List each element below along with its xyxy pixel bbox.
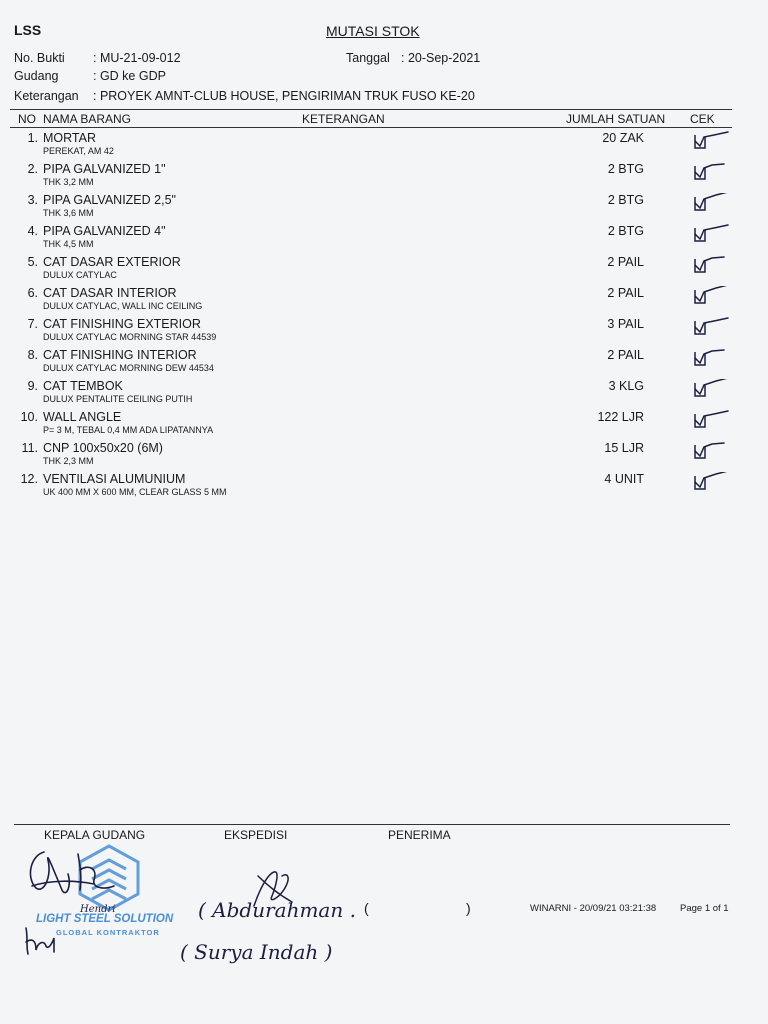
- check-mark-icon: [692, 286, 736, 306]
- stamp-text-1: LIGHT STEEL SOLUTION: [36, 913, 174, 925]
- item-number: 6.: [27, 286, 38, 300]
- kepala-gudang-signature: [22, 846, 142, 960]
- check-mark-icon: [692, 472, 736, 492]
- table-row: [0, 131, 768, 162]
- item-spec: PEREKAT, AM 42: [43, 146, 114, 156]
- item-quantity: 2 BTG: [607, 162, 644, 176]
- gudang-value: : GD ke GDP: [93, 69, 166, 83]
- ekspedisi-label: EKSPEDISI: [224, 828, 288, 842]
- table-top-rule: [10, 109, 732, 110]
- no-bukti-value: : MU-21-09-012: [93, 51, 181, 65]
- tanggal-value: : 20-Sep-2021: [401, 51, 481, 65]
- item-name: CAT TEMBOK: [43, 379, 123, 393]
- item-name: CAT FINISHING INTERIOR: [43, 348, 197, 362]
- check-mark-icon: [692, 441, 736, 461]
- kepala-gudang-signature-name: Hendri: [80, 904, 116, 915]
- check-mark-icon: [692, 224, 736, 244]
- item-number: 5.: [27, 255, 38, 269]
- item-number: 10.: [20, 410, 38, 424]
- item-quantity: 20 ZAK: [602, 131, 644, 145]
- item-number: 12.: [20, 472, 38, 486]
- check-mark-icon: [692, 410, 736, 430]
- item-quantity: 3 KLG: [608, 379, 644, 393]
- gudang-label: Gudang: [14, 69, 59, 83]
- table-row: [0, 379, 768, 410]
- printed-by: WINARNI - 20/09/21 03:21:38: [530, 903, 657, 914]
- table-row: [0, 286, 768, 317]
- item-spec: DULUX CATYLAC MORNING DEW 44534: [43, 363, 214, 373]
- table-row: [0, 255, 768, 286]
- item-spec: THK 3,2 MM: [43, 177, 94, 187]
- keterangan-label: Keterangan: [14, 89, 79, 103]
- check-mark-icon: [692, 348, 736, 368]
- table-row: [0, 193, 768, 224]
- table-row: [0, 348, 768, 379]
- table-row: [0, 472, 768, 503]
- table-row: [0, 441, 768, 472]
- item-number: 2.: [27, 162, 38, 176]
- item-name: CNP 100x50x20 (6M): [43, 441, 163, 455]
- col-no: NO: [18, 112, 36, 126]
- table-row: [0, 162, 768, 193]
- item-number: 9.: [27, 379, 38, 393]
- kepala-gudang-label: KEPALA GUDANG: [44, 828, 146, 842]
- item-name: WALL ANGLE: [43, 410, 122, 424]
- table-row: [0, 224, 768, 255]
- item-name: CAT DASAR EXTERIOR: [43, 255, 181, 269]
- item-name: PIPA GALVANIZED 4": [43, 224, 166, 238]
- item-spec: P= 3 M, TEBAL 0,4 MM ADA LIPATANNYA: [43, 425, 214, 435]
- item-spec: UK 400 MM X 600 MM, CLEAR GLASS 5 MM: [43, 487, 227, 497]
- item-name: PIPA GALVANIZED 2,5": [43, 193, 176, 207]
- table-header-rule: [10, 127, 732, 128]
- tanggal-label: Tanggal: [346, 51, 390, 65]
- item-quantity: 2 PAIL: [607, 286, 644, 300]
- item-quantity: 2 BTG: [607, 224, 644, 238]
- item-name: CAT FINISHING EXTERIOR: [43, 317, 201, 331]
- signature-rule: [14, 824, 730, 825]
- item-number: 8.: [27, 348, 38, 362]
- check-mark-icon: [692, 131, 736, 151]
- ekspedisi-name: ( Abdurahman .: [198, 898, 356, 922]
- item-quantity: 2 PAIL: [607, 255, 644, 269]
- item-spec: THK 3,6 MM: [43, 208, 94, 218]
- item-spec: THK 4,5 MM: [43, 239, 94, 249]
- company-code: LSS: [14, 22, 42, 38]
- item-spec: THK 2,3 MM: [43, 456, 94, 466]
- col-jumlah-satuan: JUMLAH SATUAN: [566, 112, 666, 126]
- item-spec: DULUX PENTALITE CEILING PUTIH: [43, 394, 193, 404]
- item-name: MORTAR: [43, 131, 97, 145]
- item-number: 1.: [27, 131, 38, 145]
- item-number: 7.: [27, 317, 38, 331]
- item-spec: DULUX CATYLAC, WALL INC CEILING: [43, 301, 203, 311]
- item-number: 11.: [21, 441, 38, 455]
- check-mark-icon: [692, 317, 736, 337]
- ekspedisi-company: ( Surya Indah ): [180, 940, 333, 964]
- penerima-label: PENERIMA: [388, 828, 451, 842]
- col-cek: CEK: [690, 112, 715, 126]
- item-spec: DULUX CATYLAC MORNING STAR 44539: [43, 332, 217, 342]
- keterangan-value: : PROYEK AMNT-CLUB HOUSE, PENGIRIMAN TRUK FUSO KE-20: [93, 89, 475, 103]
- col-keterangan: KETERANGAN: [302, 112, 385, 126]
- item-name: PIPA GALVANIZED 1": [43, 162, 166, 176]
- penerima-close-paren: ): [466, 900, 471, 916]
- item-name: VENTILASI ALUMUNIUM: [43, 472, 186, 486]
- table-row: [0, 410, 768, 441]
- item-quantity: 3 PAIL: [607, 317, 644, 331]
- item-number: 4.: [27, 224, 38, 238]
- page-number: Page 1 of 1: [680, 903, 729, 914]
- item-name: CAT DASAR INTERIOR: [43, 286, 177, 300]
- item-quantity: 15 LJR: [604, 441, 644, 455]
- item-quantity: 2 BTG: [607, 193, 644, 207]
- check-mark-icon: [692, 193, 736, 213]
- col-nama-barang: NAMA BARANG: [43, 112, 132, 126]
- check-mark-icon: [692, 255, 736, 275]
- table-row: [0, 317, 768, 348]
- item-quantity: 4 UNIT: [604, 472, 644, 486]
- check-mark-icon: [692, 379, 736, 399]
- item-number: 3.: [27, 193, 38, 207]
- document-title: MUTASI STOK: [326, 23, 420, 39]
- item-quantity: 2 PAIL: [607, 348, 644, 362]
- check-mark-icon: [692, 162, 736, 182]
- stamp-text-2: GLOBAL KONTRAKTOR: [56, 928, 160, 937]
- penerima-open-paren: (: [364, 900, 369, 916]
- no-bukti-label: No. Bukti: [14, 51, 65, 65]
- item-spec: DULUX CATYLAC: [43, 270, 117, 280]
- item-quantity: 122 LJR: [597, 410, 644, 424]
